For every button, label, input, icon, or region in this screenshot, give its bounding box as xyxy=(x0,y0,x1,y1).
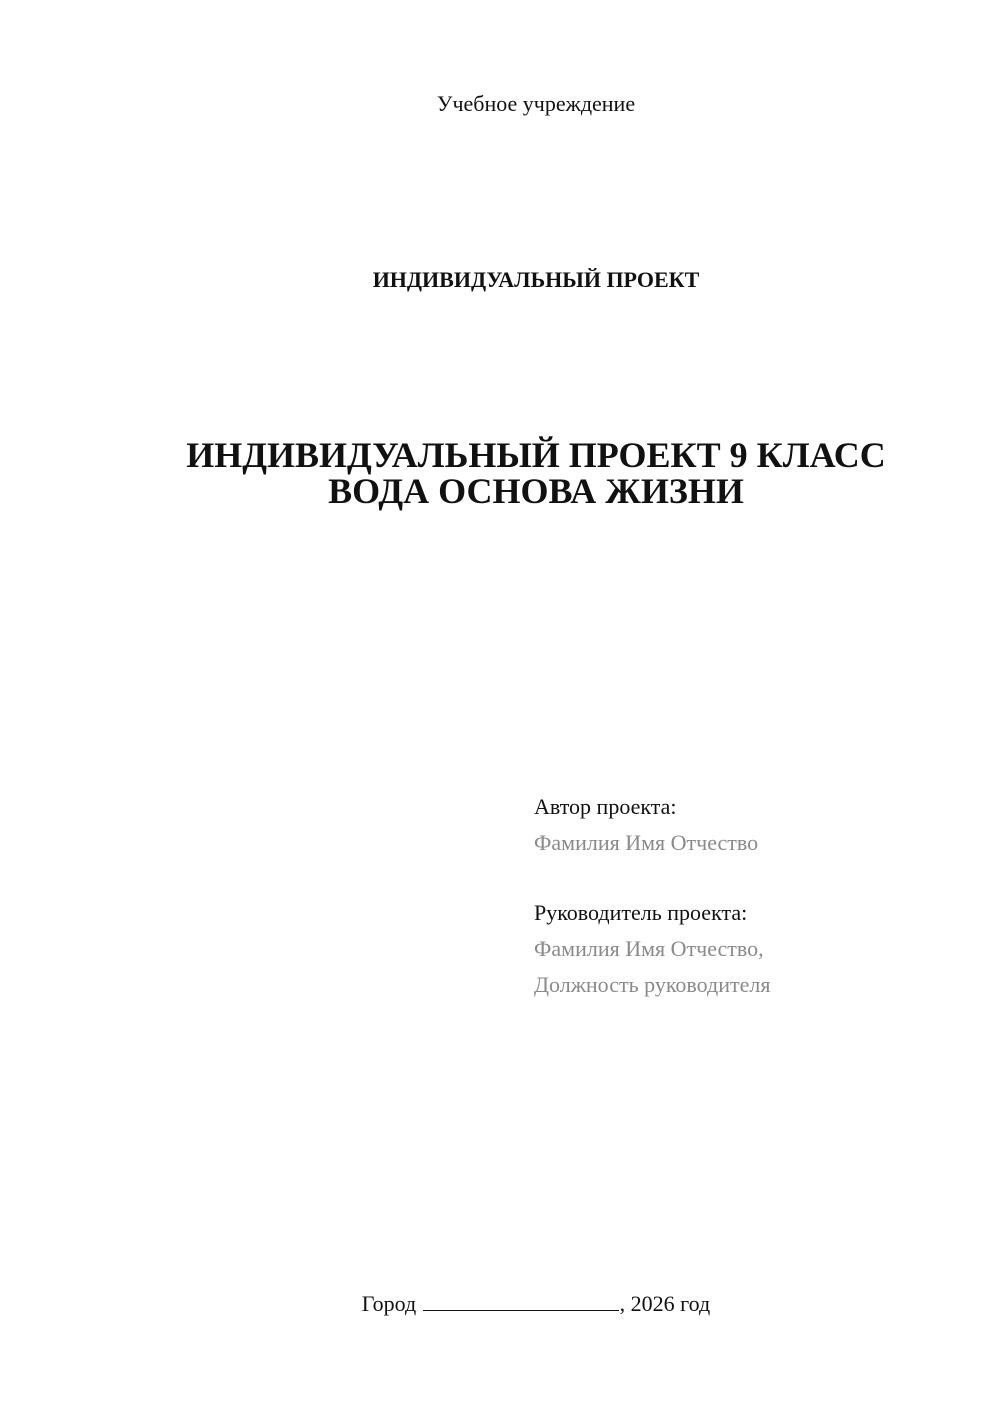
city-label: Город xyxy=(361,1291,417,1316)
project-title-line-2: ВОДА ОСНОВА ЖИЗНИ xyxy=(328,471,744,511)
author-name-placeholder: Фамилия Имя Отчество xyxy=(534,830,759,855)
city-blank-line xyxy=(423,1290,619,1311)
institution-name: Учебное учреждение xyxy=(436,91,636,116)
year-text: , 2026 год xyxy=(619,1291,711,1316)
city-year-line xyxy=(0,1290,1000,1317)
project-title-line-1: ИНДИВИДУАЛЬНЫЙ ПРОЕКТ 9 КЛАСС xyxy=(186,435,886,475)
supervisor-position-placeholder: Должность руководителя xyxy=(534,972,771,997)
project-title xyxy=(0,437,1000,509)
author-label: Автор проекта: xyxy=(534,794,677,819)
supervisor-name-placeholder: Фамилия Имя Отчество, xyxy=(534,936,764,961)
credits-spacer xyxy=(534,861,974,895)
supervisor-label: Руководитель проекта: xyxy=(534,900,748,925)
document-type-heading: ИНДИВИДУАЛЬНЫЙ ПРОЕКТ xyxy=(372,267,700,292)
credits-block xyxy=(534,789,974,1003)
